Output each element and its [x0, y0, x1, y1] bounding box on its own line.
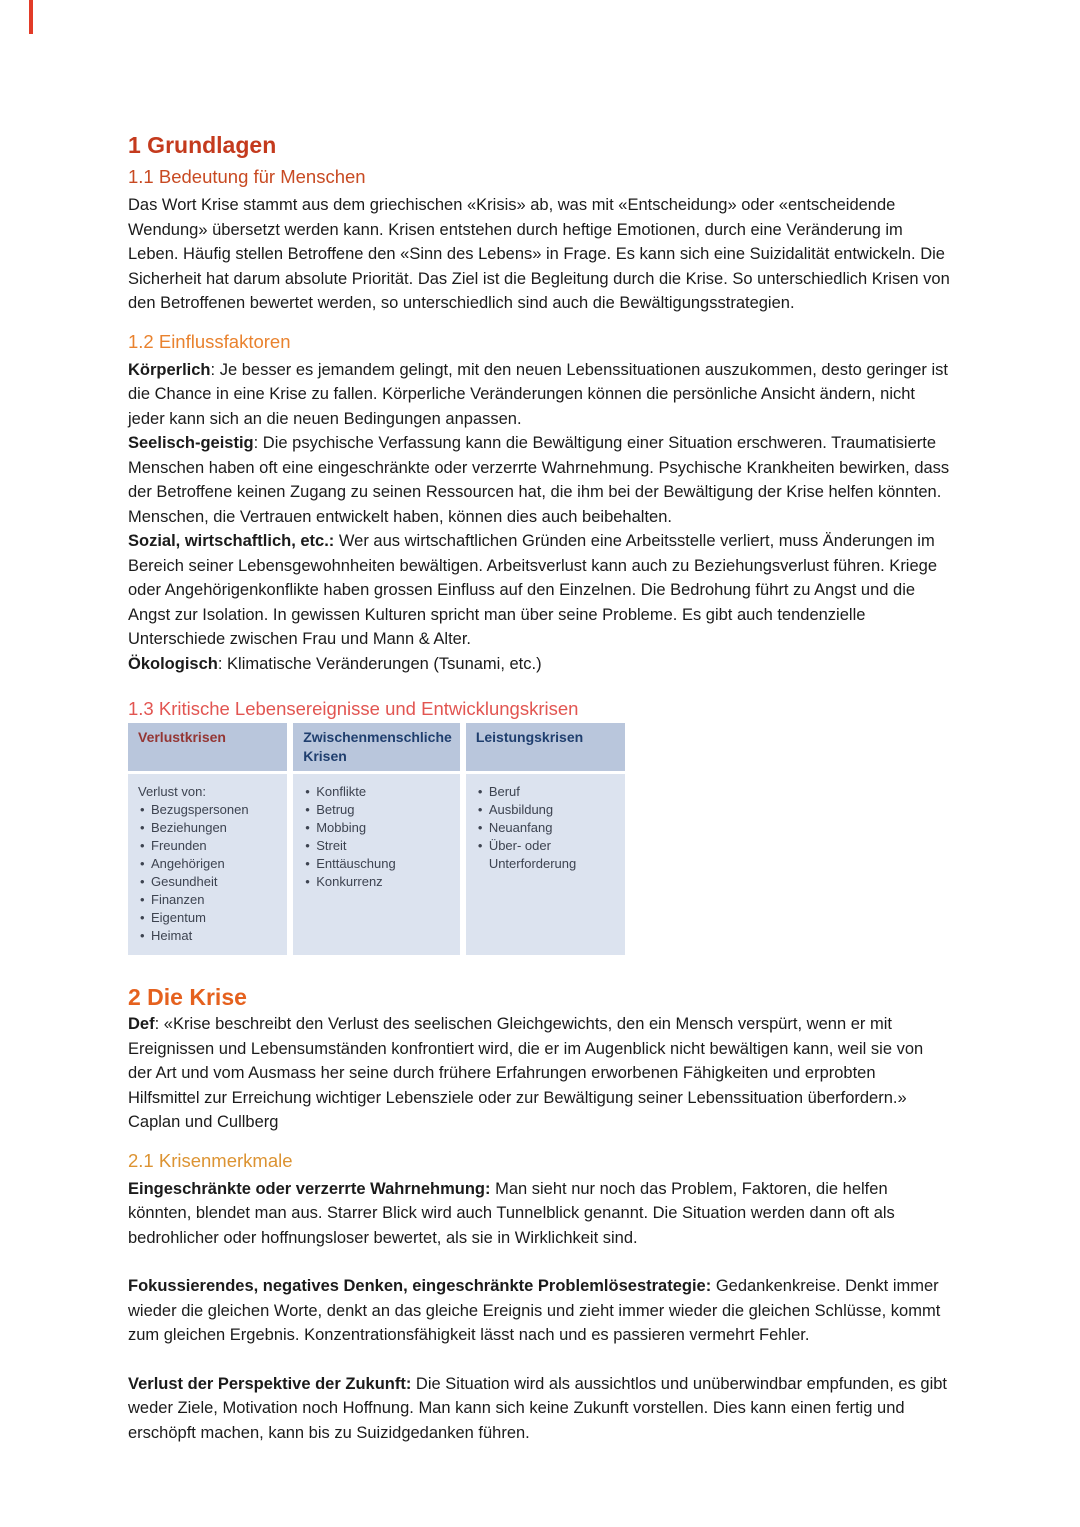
table-body-leistungskrisen: [466, 774, 625, 955]
crisis-types-table: [128, 723, 625, 955]
table-intro-verlust-von: Verlust von:: [138, 784, 206, 799]
paragraph-sozial-wirtschaftlich: [128, 529, 950, 652]
paragraph-seelisch-geistig: [128, 431, 950, 529]
text-verlust-perspektive: Die Situation wird als aussichtlos und unüberwindbar empfunden, es gibt weder Ziele, Motivation noch Hoffnung. Man kann sich keine Zukunft vorstellen. Dies kann einen fertig und erschöpft machen, kann bis zu Suizidgedanken führen.: [128, 1374, 947, 1442]
paragraph-koerperlich: [128, 358, 950, 432]
table-list-item: • Finanzen: [138, 891, 279, 909]
table-list-item: • Gesundheit: [138, 873, 279, 891]
table-list-item: • Neuanfang: [476, 819, 617, 837]
paragraph-wahrnehmung: [128, 1177, 950, 1251]
text-negatives-denken: Gedankenkreise. Denkt immer wieder die gleichen Worte, denkt an das gleiche Ereignis und zieht immer wieder die gleichen Schlüsse, kommt zum gleichen Ergebnis. Konzentrationsfähigkeit lässt nach und es passieren vermehrt Fehler.: [128, 1277, 941, 1344]
table-list-item: • Konflikte: [303, 783, 452, 801]
text-seelisch-geistig: : Die psychische Verfassung kann die Bewältigung einer Situation erschweren. Traumatisierte Menschen haben oft eine eingeschränkte oder verzerrte Wahrnehmung. Psychische Krankheiten bewirken, dass der Betroffene keinen Zugang zu seinen Ressourcen hat, die ihm bei der Bewältigung der Krise helfen könnten. Menschen, die Vertrauen entwickelt haben, können dies auch beibehalten.: [128, 434, 950, 526]
text-definition: : «Krise beschreibt den Verlust des seelischen Gleichgewichts, den ein Mensch verspürt, wenn er mit Ereignissen und Lebensumständen konfrontiert wird, die er im Augenblick nicht bewältigen kann, weil sie von der Art und vom Ausmass her seine durch frühere Erfahrungen erworbenen Fähigkeiten und erprobten Hilfsmittel zur Erreichung wichtiger Lebensziele oder zur Bewältigung seiner Lebenssituation überfordern.» Caplan und Cullberg: [128, 1015, 924, 1131]
paragraph-oekologisch: [128, 652, 950, 677]
table-column-leistungskrisen: [466, 723, 625, 955]
table-list-item: • Beruf: [476, 783, 617, 801]
lead-koerperlich: Körperlich: [128, 360, 211, 379]
paragraph-verlust-perspektive: [128, 1372, 950, 1446]
table-list-item: • Konkurrenz: [303, 873, 452, 891]
table-body-zwischenmenschliche: [293, 774, 460, 955]
table-header-leistungskrisen: Leistungskrisen: [466, 723, 625, 771]
heading-1-grundlagen: 1 Grundlagen: [128, 132, 277, 158]
text-wahrnehmung: Man sieht nur noch das Problem, Faktoren, die helfen könnten, blendet man aus. Starrer Blick wird auch Tunnelblick genannt. Die Situation werden dann oft als bedrohlicher oder hoffnungsloser bewertet, als sie in Wirklichkeit sind.: [128, 1179, 895, 1247]
table-list-item: • Über- oder Unterforderung: [476, 837, 617, 873]
paragraph-bedeutung: Das Wort Krise stammt aus dem griechischen «Krisis» ab, was mit «Entscheidung» oder «entscheidende Wendung» übersetzt werden kann. Krisen entstehen durch heftige Emotionen, durch eine Veränderung im Leben. Häufig stellen Betroffene den «Sinn des Lebens» in Frage. Es kann sich eine Suizidalität entwickeln. Die Sicherheit hat darum absolute Priorität. Das Ziel ist die Begleitung durch die Krise. So unterschiedlich Krisen von den Betroffenen bewertet werden, so unterschiedlich sind auch die Bewältigungsstrategien.: [128, 196, 950, 312]
table-header-zwischenmenschliche: Zwischenmenschliche Krisen: [293, 723, 460, 771]
table-list-item: • Streit: [303, 837, 452, 855]
heading-2-1-krisenmerkmale: 2.1 Krisenmerkmale: [128, 1149, 293, 1171]
paragraph-negatives-denken: [128, 1274, 950, 1348]
table-list-item: • Betrug: [303, 801, 452, 819]
lead-negatives-denken: Fokussierendes, negatives Denken, eingeschränkte Problemlösestrategie:: [128, 1277, 712, 1295]
table-list-verlustkrisen: [138, 801, 279, 945]
heading-1-3-lebensereignisse: 1.3 Kritische Lebensereignisse und Entwicklungskrisen: [128, 698, 579, 719]
table-list-zwischenmenschliche: [303, 783, 452, 891]
table-list-item: • Mobbing: [303, 819, 452, 837]
lead-seelisch-geistig: Seelisch-geistig: [128, 434, 254, 452]
table-list-item: • Eigentum: [138, 909, 279, 927]
table-list-item: • Bezugspersonen: [138, 801, 279, 819]
document-content: [128, 130, 950, 1445]
heading-1-1-bedeutung: 1.1 Bedeutung für Menschen: [128, 166, 366, 187]
table-list-item: • Ausbildung: [476, 801, 617, 819]
heading-1-2-einflussfaktoren: 1.2 Einflussfaktoren: [128, 330, 291, 352]
text-oekologisch: : Klimatische Veränderungen (Tsunami, etc.): [217, 654, 542, 673]
table-column-verlustkrisen: [128, 723, 287, 955]
lead-wahrnehmung: Eingeschränkte oder verzerrte Wahrnehmung:: [128, 1179, 491, 1198]
table-list-item: • Angehörigen: [138, 855, 279, 873]
table-list-item: • Enttäuschung: [303, 855, 452, 873]
paragraph-definition: [128, 1012, 950, 1135]
table-header-verlustkrisen: Verlustkrisen: [128, 723, 287, 771]
lead-sozial-wirtschaftlich: Sozial, wirtschaftlich, etc.:: [128, 532, 335, 550]
text-sozial-wirtschaftlich: Wer aus wirtschaftlichen Gründen eine Arbeitsstelle verliert, muss Änderungen im Bereich seiner Lebensgewohnheiten bewältigen. Arbeitsverlust kann auch zu Beziehungsverlust führen. Kriege oder Angehörigenkonflikte haben grossen Einfluss auf den Einzelnen. Die Bedrohung führt zu Angst und die Angst zur Isolation. In gewissen Kulturen spricht man über seine Probleme. Es gibt auch tendenzielle Unterschiede zwischen Frau und Mann & Alter.: [128, 532, 938, 648]
table-list-leistungskrisen: [476, 783, 617, 873]
table-list-item: • Freunden: [138, 837, 279, 855]
page-edge-mark: [29, 0, 33, 34]
table-list-item: • Beziehungen: [138, 819, 279, 837]
lead-def: Def: [128, 1015, 155, 1033]
table-list-item: • Heimat: [138, 927, 279, 945]
lead-verlust-perspektive: Verlust der Perspektive der Zukunft:: [128, 1374, 412, 1393]
text-koerperlich: : Je besser es jemandem gelingt, mit den neuen Lebenssituationen auszukommen, desto geringer ist die Chance in eine Krise zu fallen. Körperliche Veränderungen können die persönliche Ansicht ändern, nicht jeder kann sich an die neuen Bedingungen anpassen.: [128, 360, 948, 428]
heading-2-die-krise: 2 Die Krise: [128, 984, 247, 1010]
table-body-verlustkrisen: [128, 774, 287, 955]
table-column-zwischenmenschliche: [293, 723, 460, 955]
lead-oekologisch: Ökologisch: [128, 654, 218, 673]
